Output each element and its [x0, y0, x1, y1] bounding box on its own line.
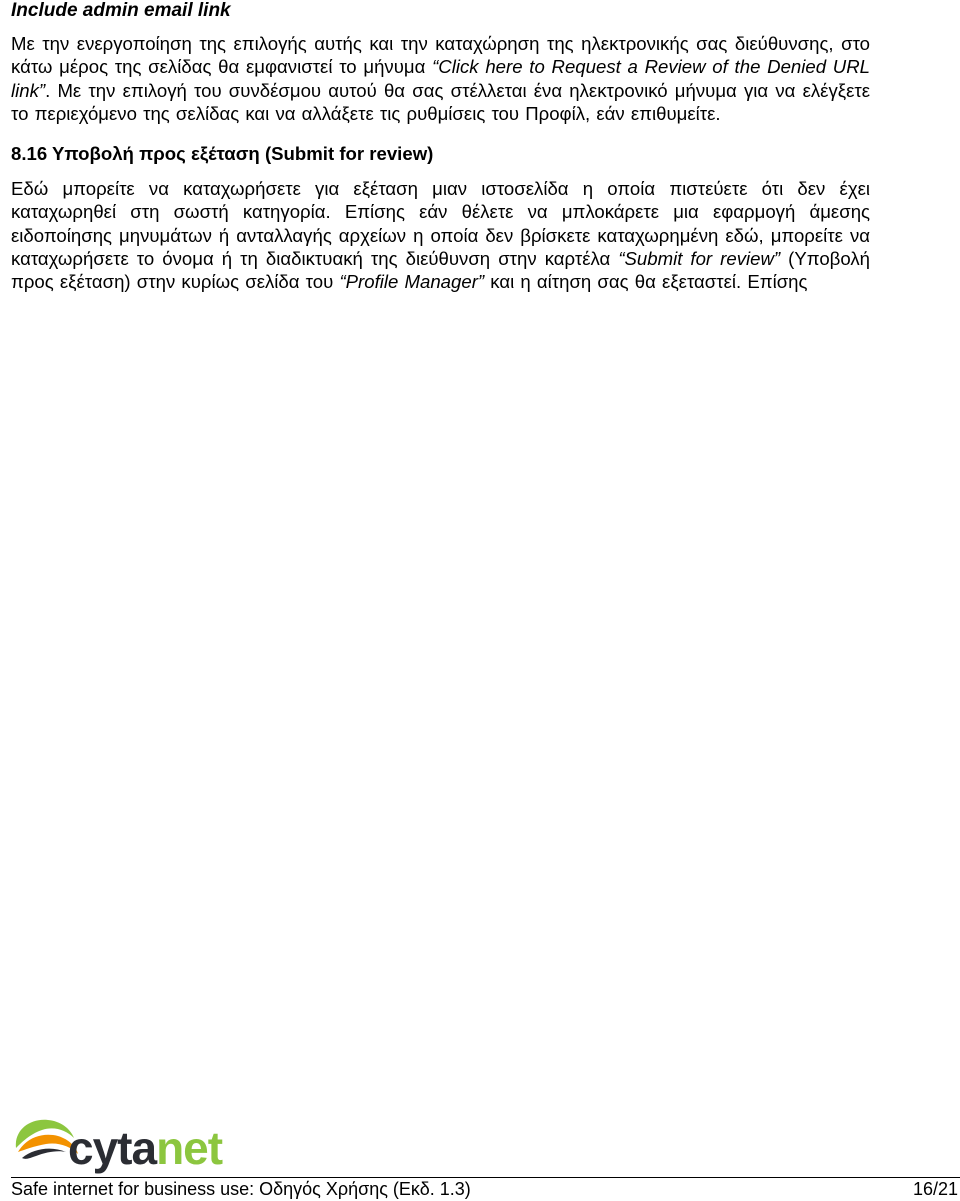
- description-text-continued: . Με την επιλογή του συνδέσμου αυτού θα σας στέλλεται ένα ηλεκτρονικό μήνυμα για να ελέγξετε το περιεχόμενο της σελίδας και να αλλάξετε τις ρυθμίσεις του Προφίλ, εάν επιθυμείτε.: [11, 79, 870, 124]
- cytanet-logo: [8, 1108, 248, 1176]
- option-heading: Include admin email link: [11, 0, 231, 21]
- section-text: Εδώ μπορείτε να καταχωρήσετε για εξέταση μιαν ιστοσελίδα η οποία πιστεύετε ότι δεν έχει καταχωρηθεί στη σωστή κατηγορία. Επίσης εάν θέλετε να μπλοκάρετε μια εφαρμογή άμεσης ειδοποίησης μηνυμάτων ή ανταλλαγής αρχείων η οποία δεν βρίσκετε καταχωρημένη εδώ, μπορείτε να καταχωρήσετε το όνομα ή τη διαδικτυακή της διεύθυνση στην καρτέλα: [11, 178, 870, 270]
- section-text-3: και η αίτηση σας θα εξεταστεί. Επίσης: [484, 271, 808, 293]
- cytanet-wordmark: cytanet: [68, 1122, 223, 1174]
- request-review-message: “Click here to Request a Review of the Denied URL link”: [11, 56, 871, 101]
- submit-for-review-tab-name: “Submit for review”: [618, 248, 781, 270]
- section-text-2: (Υποβολή προς εξέταση) στην κυρίως σελίδα του: [11, 248, 870, 293]
- section-title: 8.16 Υποβολή προς εξέταση (Submit for review): [11, 143, 434, 165]
- profile-manager-name: “Profile Manager”: [339, 271, 485, 293]
- description-text: Με την ενεργοποίηση της επιλογής αυτής και την καταχώρηση της ηλεκτρονικής σας διεύθυνσης, στο κάτω μέρος της σελίδας θα εμφανιστεί το μήνυμα: [11, 33, 870, 78]
- section-description: [11, 177, 870, 293]
- footer-document-title: Safe internet for business use: Οδηγός Χρήσης (Εκδ. 1.3): [11, 1179, 471, 1199]
- page-footer: [11, 1177, 960, 1199]
- footer-page-number: 16/21: [912, 1179, 958, 1199]
- document-body: [11, 0, 870, 294]
- option-description: [11, 32, 870, 125]
